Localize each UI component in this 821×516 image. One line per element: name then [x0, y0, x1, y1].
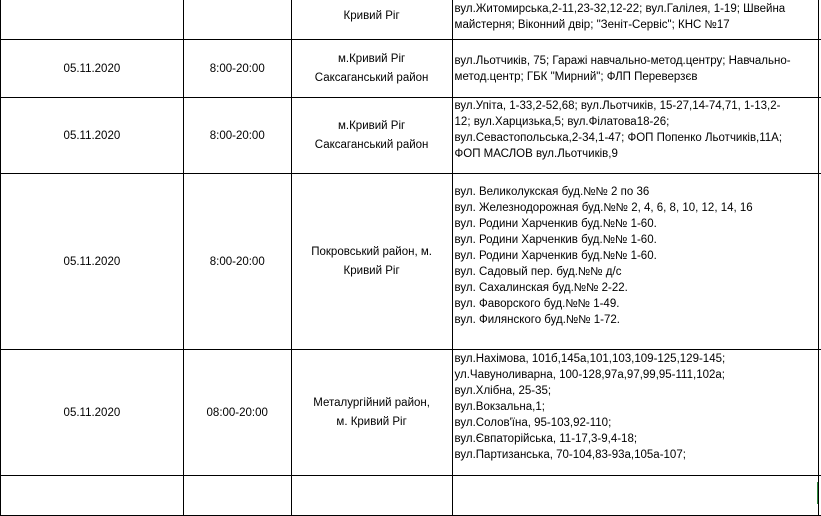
district-cell — [291, 350, 452, 476]
district-line: Саксаганський район — [292, 136, 452, 155]
table-row — [1, 0, 821, 40]
date-cell: 05.11.2020 — [1, 40, 184, 98]
street-line: вул.Упіта, 1-33,2-52,68; вул.Льотчиків, 15-27,14-74,71, 1-13,2- — [455, 98, 819, 114]
street-line: вул.Нахімова, 101б,145а,101,103,109-125,129-145; — [455, 351, 819, 367]
time-cell: 8:00-20:00 — [183, 40, 291, 98]
district-cell — [291, 40, 452, 98]
street-line: вул. Фаворского буд.№№ 1-49. — [455, 296, 819, 312]
street-line: вул.Солов'їна, 95-103,92-110; — [455, 415, 819, 431]
date-cell — [1, 476, 184, 516]
street-line: вул.Житомирська,2-11,23-32,12-22; вул.Галілея, 1-19; Швейна — [455, 1, 819, 17]
street-line: вул. Железнодорожная буд.№№ 2, 4, 6, 8, 10, 12, 14, 16 — [455, 200, 819, 216]
street-line: вул.Партизанська, 70-104,83-93а,105а-107; — [455, 447, 819, 463]
streets-cell — [452, 98, 819, 174]
district-cell — [291, 174, 452, 350]
district-line: Покровський район, м. — [292, 243, 452, 262]
time-cell: 8:00-20:00 — [183, 98, 291, 174]
time-cell — [183, 0, 291, 40]
district-line: Саксаганський район — [292, 69, 452, 88]
table-row — [1, 476, 821, 516]
street-line: вул. Филянского буд.№№ 1-72. — [455, 312, 819, 328]
street-line: вул.Льотчиків, 75; Гаражі навчально-метод.центру; Навчально- — [455, 53, 819, 69]
street-line: вул. Родини Харченкив буд.№№ 1-60. — [455, 248, 819, 264]
table-row — [1, 350, 821, 476]
street-line: вул. Родини Харченкив буд.№№ 1-60. — [455, 232, 819, 248]
streets-cell — [452, 350, 819, 476]
streets-cell — [452, 0, 819, 40]
street-line: вул.Вокзальна,1; — [455, 399, 819, 415]
street-line: вул. Родини Харченкив буд.№№ 1-60. — [455, 216, 819, 232]
date-cell: 05.11.2020 — [1, 350, 184, 476]
district-line: Металургійний район, — [292, 394, 452, 413]
street-line: вул. Великолукская буд.№№ 2 по 36 — [455, 184, 819, 200]
date-cell: 05.11.2020 — [1, 98, 184, 174]
street-line: 12; вул.Харцизька,5; вул.Філатова18-26; — [455, 114, 819, 130]
street-line: вул.Євпаторійська, 11-17,3-9,4-18; — [455, 431, 819, 447]
district-cell — [291, 0, 452, 40]
table-row — [1, 174, 821, 350]
street-line: вул. Садовый пер. буд.№№ д/с — [455, 264, 819, 280]
date-cell — [1, 0, 184, 40]
district-line: м. Кривий Ріг — [292, 413, 452, 432]
time-cell — [183, 476, 291, 516]
street-line: вул.Хлібна, 25-35; — [455, 383, 819, 399]
street-line: майстерня; Віконний двір; "Зеніт-Сервіс"; КНС №17 — [455, 17, 819, 33]
district-cell — [291, 476, 452, 516]
street-line: ФОП МАСЛОВ вул.Льотчиків,9 — [455, 146, 819, 162]
table-row — [1, 40, 821, 98]
street-line: вул. Сахалинская буд.№№ 2-22. — [455, 280, 819, 296]
time-cell: 8:00-20:00 — [183, 174, 291, 350]
table-row — [1, 98, 821, 174]
streets-cell — [452, 40, 819, 98]
street-line: ул.Чавуноливарна, 100-128,97а,97,99,95-111,102а; — [455, 367, 819, 383]
time-cell: 08:00-20:00 — [183, 350, 291, 476]
district-line: Кривий Ріг — [292, 7, 452, 26]
streets-cell — [452, 174, 819, 350]
district-line: Кривий Ріг — [292, 262, 452, 281]
district-line: м.Кривий Ріг — [292, 117, 452, 136]
date-cell: 05.11.2020 — [1, 174, 184, 350]
street-line: вул.Севастопольська,2-34,1-47; ФОП Попенко Льотчиків,11А; — [455, 130, 819, 146]
streets-cell — [452, 476, 819, 516]
district-cell — [291, 98, 452, 174]
street-line: метод.центр; ГБК "Мирний"; ФЛП Переверзєв — [455, 69, 819, 85]
district-line: м.Кривий Ріг — [292, 50, 452, 69]
cell-border-accent — [817, 482, 818, 504]
